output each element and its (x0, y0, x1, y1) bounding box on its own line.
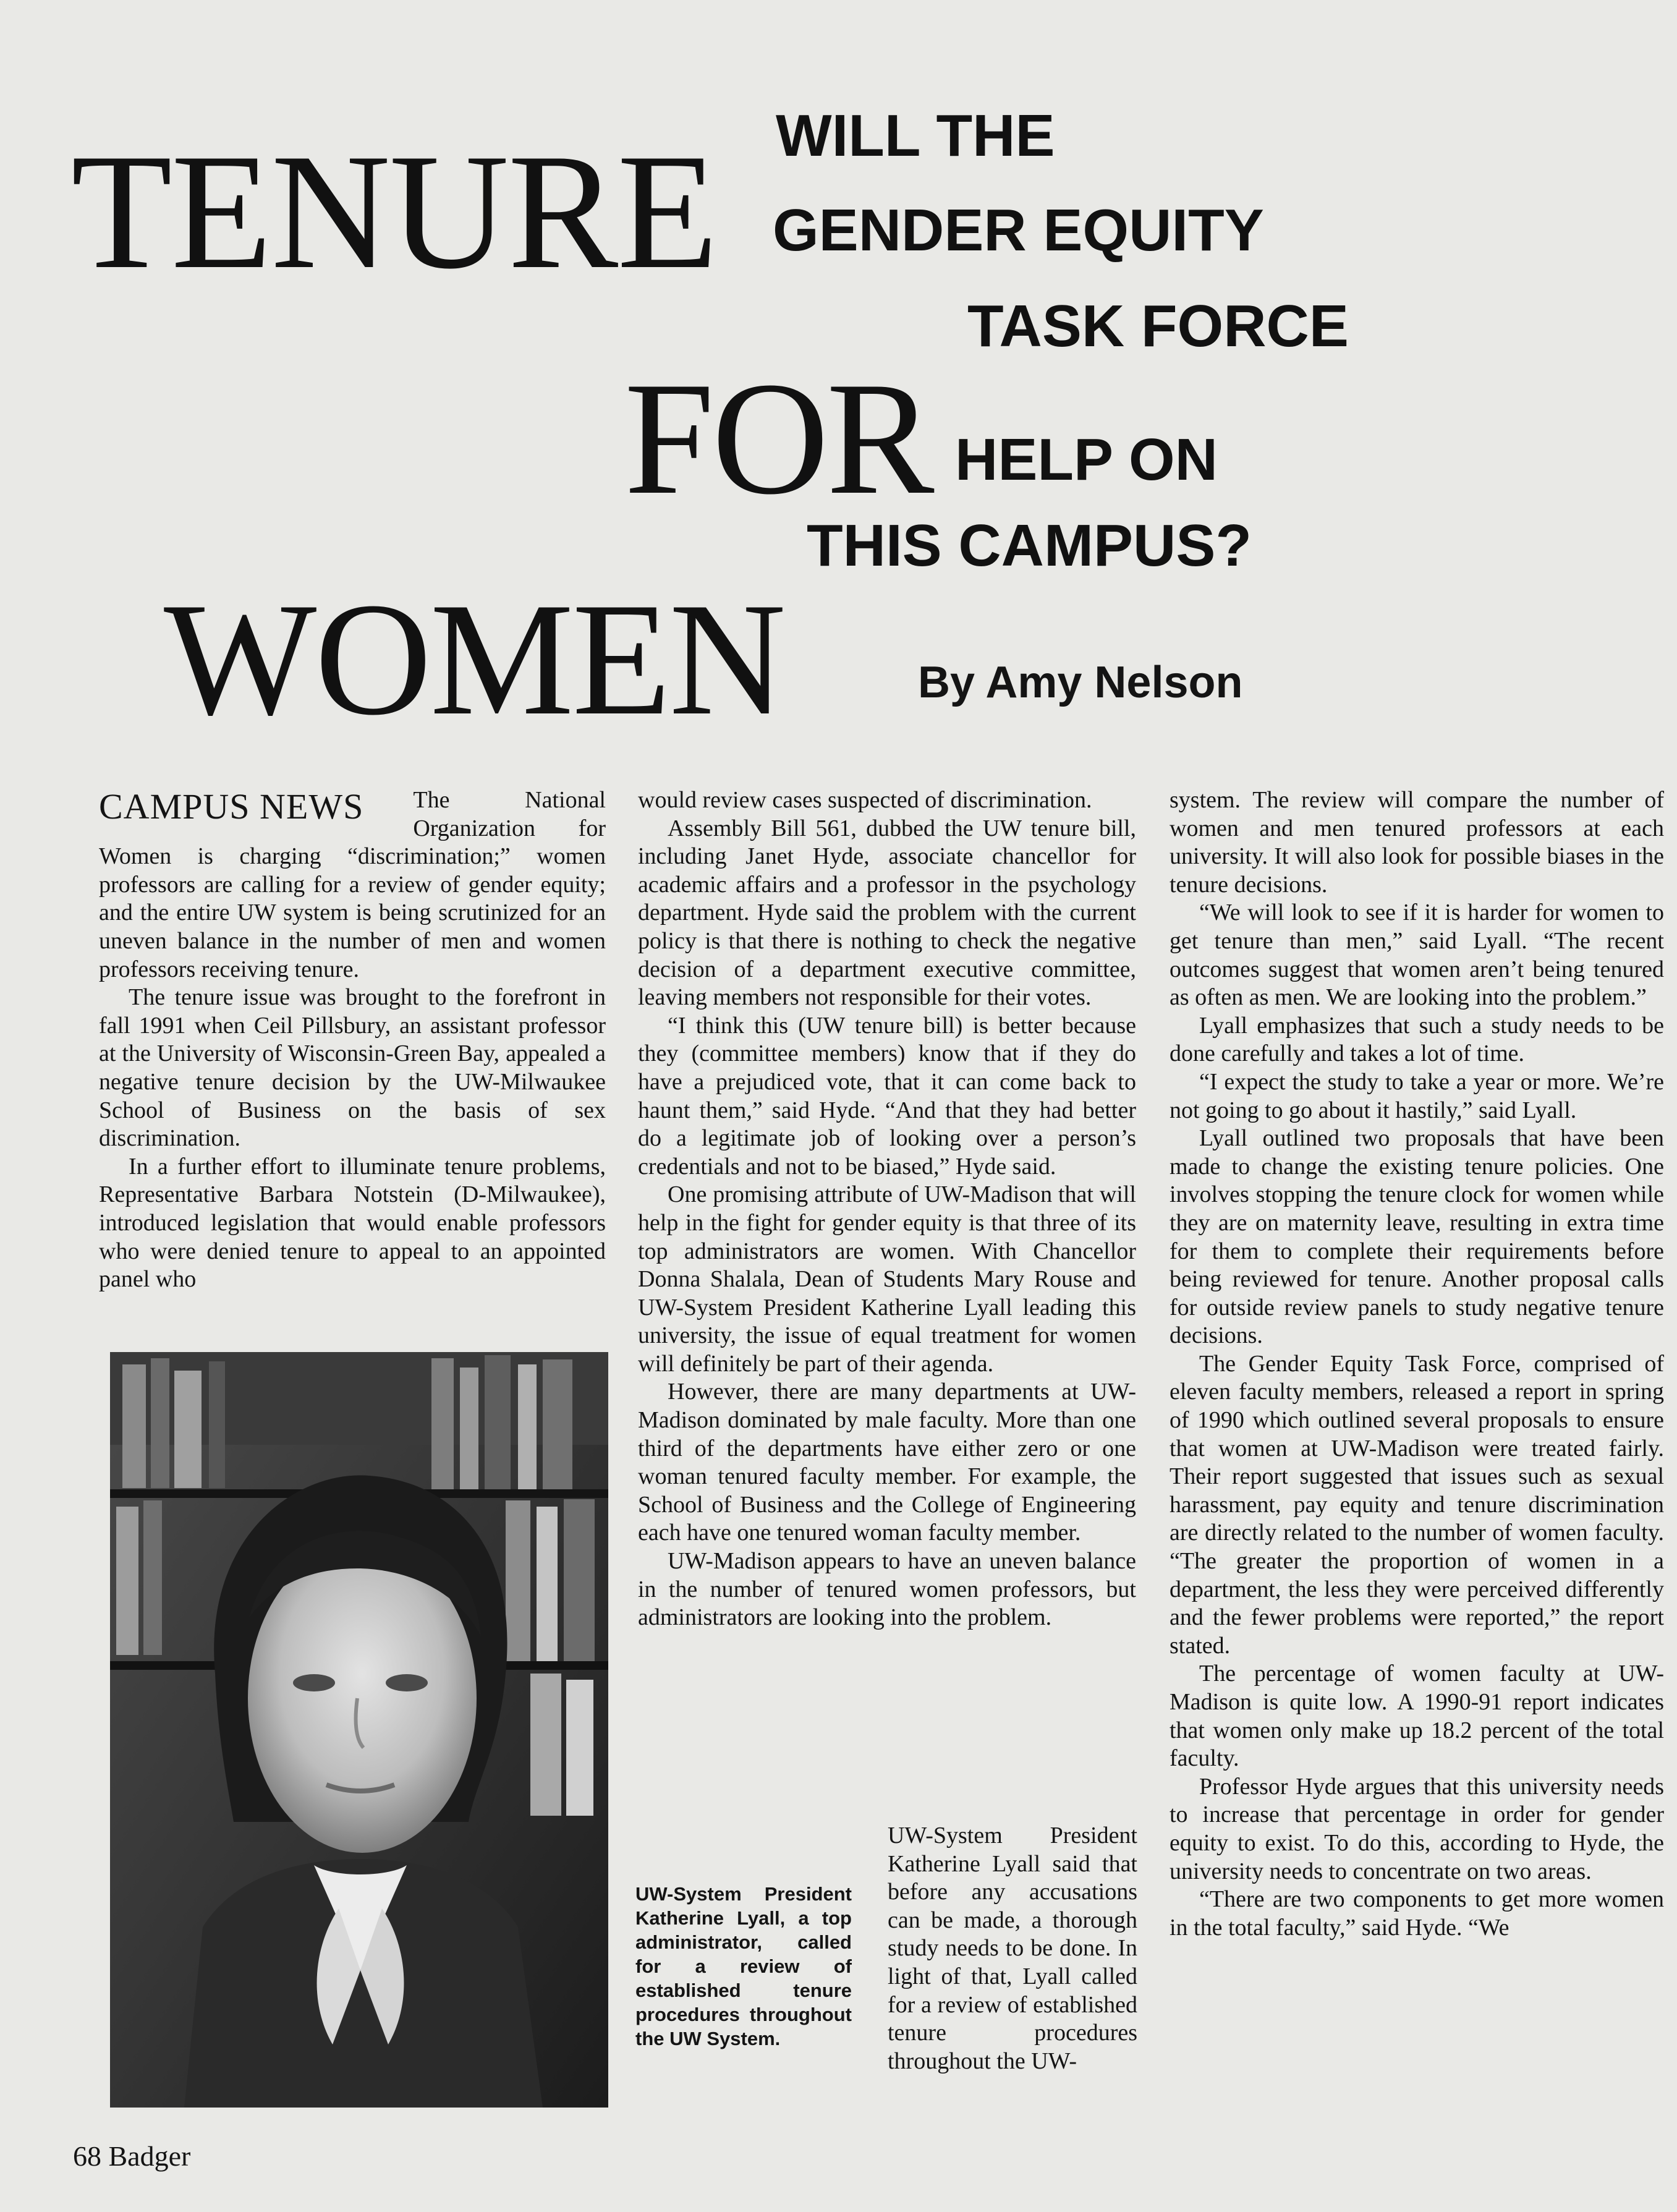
article-paragraph: UW-System President Katherine Lyall said that before any accusations can be made, a thorough study needs to be done. In light of that, Lyall called for a review of established tenure procedures throughout the UW- (888, 1823, 1137, 2074)
article-column-3 (1170, 786, 1664, 1942)
portrait-image (110, 1352, 608, 2108)
article-paragraph: “I expect the study to take a year or more. We’re not going to go about it hastily,” said Lyall. (1170, 1068, 1664, 1123)
photo-caption: UW-System President Katherine Lyall, a top administrator, called for a review of established tenure procedures throughout the UW System. (635, 1883, 852, 2049)
article-column-2-continued (888, 1822, 1137, 2075)
article-paragraph: The tenure issue was brought to the forefront in fall 1991 when Ceil Pillsbury, an assistant professor at the University of Wisconsin-Green Bay, appealed a negative tenure decision by the UW-Milwaukee School of Business on the basis of sex discrimination. (99, 984, 606, 1152)
article-paragraph: Lyall emphasizes that such a study needs to be done carefully and takes a lot of time. (1170, 1012, 1664, 1067)
article-paragraph: In a further effort to illuminate tenure problems, Representative Barbara Notstein (D-Milwaukee), introduced legislation that would enable professors who were denied tenure to appeal to an appointed panel who (99, 1153, 606, 1293)
subhead-line-3: TASK FORCE (967, 293, 1349, 359)
article-paragraph: The percentage of women faculty at UW-Madison is quite low. A 1990-91 report indicates that women only make up 18.2 percent of the total faculty. (1170, 1661, 1664, 1772)
article-paragraph: However, there are many departments at UW-Madison dominated by male faculty. More than one third of the departments have either zero or one woman tenured faculty member. For example, the School of Business and the College of Engineering each have one tenured woman faculty member. (638, 1379, 1136, 1546)
article-column-2 (638, 786, 1136, 1632)
headline-word-women: WOMEN (164, 569, 784, 749)
article-paragraph: Professor Hyde argues that this university needs to increase that percentage in order for gender equity to exist. To do this, according to Hyde, the university needs to concentrate on two areas. (1170, 1773, 1664, 1884)
headline-word-for: FOR (624, 349, 932, 528)
article-paragraph (99, 786, 606, 984)
article-column-1 (99, 786, 606, 1294)
portrait-photo (110, 1352, 608, 2108)
article-paragraph: The Gender Equity Task Force, comprised of eleven faculty members, released a report in spring of 1990 which outlined several proposals to ensure that women at UW-Madison were treated fairly. Their report suggested that issues such as sexual harassment, pay equity and tenure discrimination are directly related to the number of women faculty. “The greater the proportion of women in a department, the less they were perceived differently and the fewer problems were reported,” the report stated. (1170, 1350, 1664, 1659)
section-head: CAMPUS NEWS (99, 786, 364, 827)
article-paragraph: UW-Madison appears to have an uneven balance in the number of tenured women professors, but administrators are looking into the problem. (638, 1548, 1136, 1631)
article-paragraph: system. The review will compare the number of women and men tenured professors at each university. It will also look for possible biases in the tenure decisions. (1170, 787, 1664, 898)
article-paragraph: “There are two components to get more women in the total faculty,” said Hyde. “We (1170, 1886, 1664, 1941)
subhead-line-4: HELP ON (955, 427, 1218, 493)
subhead-line-5: THIS CAMPUS? (807, 513, 1252, 579)
article-paragraph: “I think this (UW tenure bill) is better because they (committee members) know that if they do have a prejudiced vote, that it can come back to haunt them,” said Hyde. “And that they had better do a legitimate job of looking over a person’s credentials and not to be biased,” Hyde said. (638, 1012, 1136, 1180)
article-paragraph: Assembly Bill 561, dubbed the UW tenure bill, including Janet Hyde, associate chancellor for academic affairs and a professor in the psychology department. Hyde said the problem with the current policy is that there is nothing to check the negative decision of a department executive committee, leaving members not responsible for their votes. (638, 815, 1136, 1011)
subhead-line-1: WILL THE (776, 103, 1055, 169)
article-paragraph: One promising attribute of UW-Madison that will help in the fight for gender equity is that three of its top administrators are women. With Chancellor Donna Shalala, Dean of Students Mary Rouse and UW-System President Katherine Lyall leading this university, the issue of equal treatment for women will definitely be part of their agenda. (638, 1181, 1136, 1377)
headline-word-tenure: TENURE (71, 119, 717, 303)
byline: By Amy Nelson (918, 658, 1243, 707)
paragraph-text: The National Organization for Women is charging “discrimination;” women professors are calling for a review of gender equity; and the entire UW system is being scrutinized for an uneven balance in the number of men and women professors receiving tenure. (99, 787, 606, 982)
article-paragraph: Lyall outlined two proposals that have been made to change the existing tenure policies. One involves stopping the tenure clock for women while they are on maternity leave, resulting in extra time for them to complete their requirements before being reviewed for tenure. Another proposal calls for outside review panels to study negative tenure decisions. (1170, 1125, 1664, 1349)
article-paragraph: would review cases suspected of discrimination. (638, 787, 1092, 813)
page-folio: 68 Badger (73, 2140, 191, 2172)
subhead-line-2: GENDER EQUITY (773, 197, 1264, 263)
article-paragraph: “We will look to see if it is harder for women to get tenure than men,” said Lyall. “The recent outcomes suggest that women aren’t being tenured as often as men. We are looking into the problem.” (1170, 900, 1664, 1011)
